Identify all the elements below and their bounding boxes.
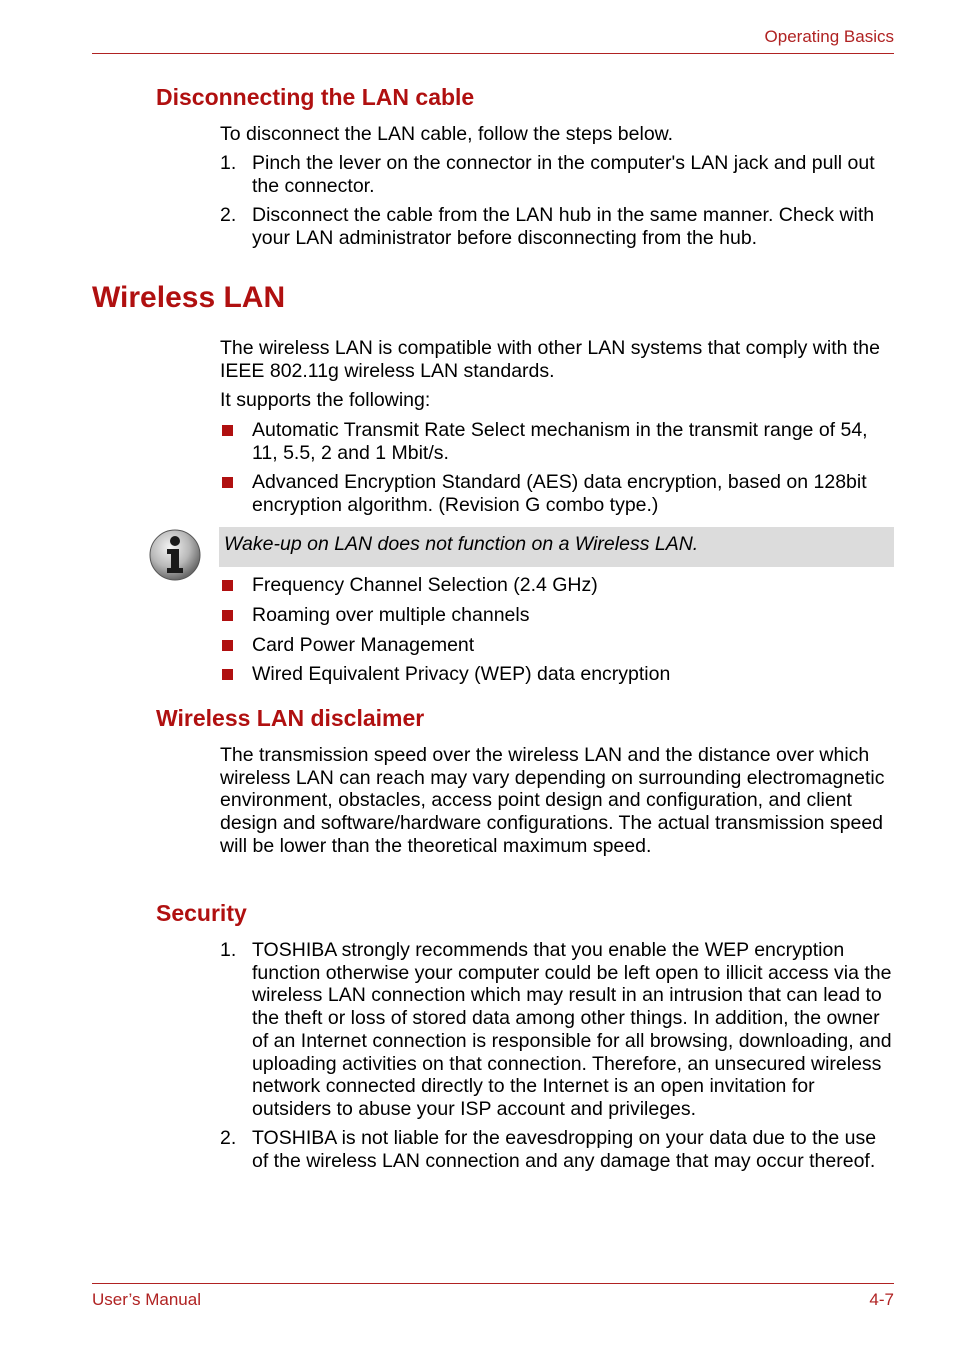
bullet-icon bbox=[222, 610, 233, 621]
list-item bbox=[220, 939, 895, 1121]
list-item bbox=[220, 471, 895, 516]
list-item bbox=[220, 419, 895, 464]
header-rule bbox=[92, 53, 894, 54]
list-item bbox=[220, 604, 895, 627]
list-item bbox=[220, 663, 895, 686]
list-item-text: TOSHIBA is not liable for the eavesdropping on your data due to the use of the wireless LAN connection and any damage that may occur thereof. bbox=[252, 1127, 877, 1172]
list-item-text: Wired Equivalent Privacy (WEP) data encryption bbox=[252, 663, 671, 685]
list-item bbox=[220, 152, 895, 197]
page-title-wireless-lan: Wireless LAN bbox=[92, 281, 286, 314]
list-item bbox=[220, 204, 895, 249]
disconnect-intro: To disconnect the LAN cable, follow the steps below. bbox=[220, 123, 674, 145]
wireless-supports: It supports the following: bbox=[220, 389, 431, 411]
bullet-icon bbox=[222, 580, 233, 591]
bullet-icon bbox=[222, 640, 233, 651]
list-number: 1. bbox=[220, 152, 237, 174]
section-title-disclaimer: Wireless LAN disclaimer bbox=[156, 705, 425, 731]
disclaimer-text: The transmission speed over the wireless LAN and the distance over which wireless LAN can reach may vary depending on surrounding electromagnetic environment, obstacles, access point design and configuration, and client design and software/hardware configurations. The actual transmission speed will be lower than the theoretical maximum speed. bbox=[220, 744, 885, 857]
list-item-text: Disconnect the cable from the LAN hub in the same manner. Check with your LAN administrator before disconnecting from the hub. bbox=[252, 204, 875, 249]
list-number: 2. bbox=[220, 1127, 237, 1149]
note-box bbox=[219, 527, 894, 567]
page-number: 4-7 bbox=[869, 1290, 894, 1309]
list-item-text: TOSHIBA strongly recommends that you enable the WEP encryption function otherwise your computer could be left open to illicit access via the wireless LAN connection which may result in an intrusion that can lead to the theft or loss of stored data among other things. In addition, the owner of an Internet connection is responsible for all browsing, downloading, and uploading activities on that connection. Therefore, an unsecured wireless network connected directly to the Internet is an open invitation for outsiders to abuse your ISP account and privileges. bbox=[252, 939, 892, 1120]
list-item-text: Pinch the lever on the connector in the computer's LAN jack and pull out the connector. bbox=[252, 152, 875, 197]
info-icon bbox=[148, 528, 202, 582]
footer-rule bbox=[92, 1283, 894, 1284]
section-title-security: Security bbox=[156, 900, 247, 926]
list-number: 2. bbox=[220, 204, 237, 226]
list-item bbox=[220, 574, 895, 597]
list-item-text: Roaming over multiple channels bbox=[252, 604, 530, 626]
wireless-intro: The wireless LAN is compatible with other LAN systems that comply with the IEEE 802.11g wireless LAN standards. bbox=[220, 337, 881, 382]
list-item-text: Card Power Management bbox=[252, 634, 475, 656]
list-item-text: Frequency Channel Selection (2.4 GHz) bbox=[252, 574, 598, 596]
list-number: 1. bbox=[220, 939, 237, 961]
bullet-icon bbox=[222, 477, 233, 488]
note-text: Wake-up on LAN does not function on a Wireless LAN. bbox=[224, 533, 699, 555]
list-item bbox=[220, 634, 895, 657]
list-item bbox=[220, 1127, 895, 1172]
list-item-text: Advanced Encryption Standard (AES) data encryption, based on 128bit encryption algorithm. (Revision G combo type.) bbox=[252, 471, 867, 516]
footer-title: User’s Manual bbox=[92, 1290, 201, 1309]
list-item-text: Automatic Transmit Rate Select mechanism in the transmit range of 54, 11, 5.5, 2 and 1 Mbit/s. bbox=[252, 419, 868, 464]
bullet-icon bbox=[222, 669, 233, 680]
running-header: Operating Basics bbox=[764, 27, 894, 46]
section-title-disconnecting: Disconnecting the LAN cable bbox=[156, 84, 475, 110]
bullet-icon bbox=[222, 425, 233, 436]
